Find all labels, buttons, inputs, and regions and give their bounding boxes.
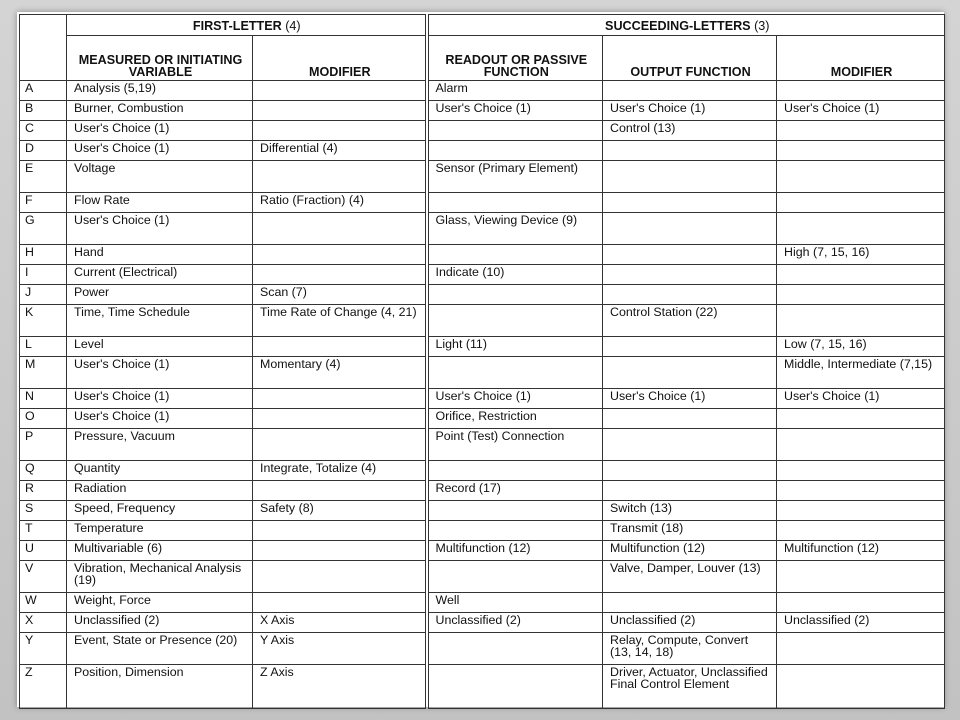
table-row <box>20 81 945 101</box>
output-function-cell: Driver, Actuator, Unclassified Final Control Element <box>603 665 777 709</box>
table-row <box>20 245 945 265</box>
readout-function-cell: Well <box>427 593 603 613</box>
succeeding-modifier-cell: User's Choice (1) <box>777 389 945 409</box>
letter-cell: B <box>20 101 67 121</box>
measured-variable-cell: User's Choice (1) <box>67 389 253 409</box>
readout-function-cell: Unclassified (2) <box>427 613 603 633</box>
succeeding-modifier-cell: Multifunction (12) <box>777 541 945 561</box>
first-modifier-cell <box>253 213 427 245</box>
readout-function-cell: Multifunction (12) <box>427 541 603 561</box>
measured-variable-cell: User's Choice (1) <box>67 213 253 245</box>
measured-variable-cell: Quantity <box>67 461 253 481</box>
succeeding-modifier-cell <box>777 665 945 709</box>
letter-cell: Z <box>20 665 67 709</box>
output-function-cell <box>603 265 777 285</box>
succeeding-modifier-cell <box>777 429 945 461</box>
measured-variable-cell: Current (Electrical) <box>67 265 253 285</box>
output-function-cell: Unclassified (2) <box>603 613 777 633</box>
succeeding-modifier-cell <box>777 481 945 501</box>
succeeding-modifier-cell <box>777 305 945 337</box>
output-function-cell: User's Choice (1) <box>603 101 777 121</box>
first-modifier-cell <box>253 265 427 285</box>
table-row <box>20 409 945 429</box>
measured-variable-cell: Time, Time Schedule <box>67 305 253 337</box>
table-row <box>20 357 945 389</box>
output-function-cell <box>603 213 777 245</box>
output-function-cell <box>603 161 777 193</box>
table-row <box>20 213 945 245</box>
readout-function-cell <box>427 193 603 213</box>
first-letter-header <box>67 15 427 36</box>
readout-function-cell: Indicate (10) <box>427 265 603 285</box>
first-modifier-cell: Differential (4) <box>253 141 427 161</box>
output-function-cell: Control Station (22) <box>603 305 777 337</box>
succeeding-modifier-cell: Low (7, 15, 16) <box>777 337 945 357</box>
succeeding-letters-ref: (3) <box>754 18 770 33</box>
letter-cell: S <box>20 501 67 521</box>
table-row <box>20 501 945 521</box>
table-row <box>20 613 945 633</box>
readout-function-cell: Alarm <box>427 81 603 101</box>
measured-variable-cell: Speed, Frequency <box>67 501 253 521</box>
readout-function-cell: Sensor (Primary Element) <box>427 161 603 193</box>
letter-cell: E <box>20 161 67 193</box>
first-modifier-cell <box>253 81 427 101</box>
table-row <box>20 481 945 501</box>
succeeding-modifier-cell <box>777 193 945 213</box>
letter-cell: Y <box>20 633 67 665</box>
letter-cell: U <box>20 541 67 561</box>
succeeding-modifier-cell <box>777 501 945 521</box>
table-row <box>20 265 945 285</box>
letter-header-cell <box>20 15 67 81</box>
readout-function-cell <box>427 461 603 481</box>
first-modifier-cell: Z Axis <box>253 665 427 709</box>
first-modifier-cell: Y Axis <box>253 633 427 665</box>
first-modifier-cell <box>253 409 427 429</box>
measured-variable-cell: Unclassified (2) <box>67 613 253 633</box>
output-function-cell <box>603 593 777 613</box>
first-modifier-cell: Ratio (Fraction) (4) <box>253 193 427 213</box>
first-letter-ref: (4) <box>285 18 301 33</box>
measured-variable-cell: Radiation <box>67 481 253 501</box>
measured-variable-cell: User's Choice (1) <box>67 357 253 389</box>
letter-cell: F <box>20 193 67 213</box>
output-function-header: OUTPUT FUNCTION <box>603 36 777 81</box>
letter-cell: I <box>20 265 67 285</box>
first-modifier-cell <box>253 389 427 409</box>
readout-function-cell <box>427 357 603 389</box>
first-modifier-cell: Momentary (4) <box>253 357 427 389</box>
readout-function-cell: Light (11) <box>427 337 603 357</box>
table-row <box>20 305 945 337</box>
output-function-cell <box>603 81 777 101</box>
output-function-cell <box>603 141 777 161</box>
measured-variable-cell: Vibration, Mechanical Analysis (19) <box>67 561 253 593</box>
succeeding-letters-header <box>427 15 945 36</box>
table-body <box>20 81 945 709</box>
measured-variable-cell: User's Choice (1) <box>67 121 253 141</box>
output-function-cell <box>603 481 777 501</box>
letter-cell: C <box>20 121 67 141</box>
measured-variable-cell: Analysis (5,19) <box>67 81 253 101</box>
letter-cell: D <box>20 141 67 161</box>
measured-variable-cell: Voltage <box>67 161 253 193</box>
readout-function-cell: Glass, Viewing Device (9) <box>427 213 603 245</box>
output-function-cell <box>603 357 777 389</box>
output-function-cell: Transmit (18) <box>603 521 777 541</box>
succeeding-letters-title: SUCCEEDING-LETTERS <box>605 18 751 33</box>
succeeding-modifier-cell <box>777 461 945 481</box>
letter-cell: M <box>20 357 67 389</box>
table-row <box>20 337 945 357</box>
measured-variable-cell: User's Choice (1) <box>67 409 253 429</box>
succeeding-modifier-cell <box>777 593 945 613</box>
readout-function-cell: Record (17) <box>427 481 603 501</box>
readout-function-cell <box>427 121 603 141</box>
measured-variable-cell: Burner, Combustion <box>67 101 253 121</box>
output-function-cell <box>603 429 777 461</box>
letter-cell: R <box>20 481 67 501</box>
succeeding-modifier-cell <box>777 285 945 305</box>
table-row <box>20 461 945 481</box>
first-modifier-cell <box>253 481 427 501</box>
output-function-cell: Valve, Damper, Louver (13) <box>603 561 777 593</box>
output-function-cell: User's Choice (1) <box>603 389 777 409</box>
letter-cell: L <box>20 337 67 357</box>
measured-variable-cell: Weight, Force <box>67 593 253 613</box>
measured-variable-cell: Position, Dimension <box>67 665 253 709</box>
table-row <box>20 521 945 541</box>
measured-variable-cell: Flow Rate <box>67 193 253 213</box>
table-row <box>20 593 945 613</box>
first-modifier-cell <box>253 561 427 593</box>
succeeding-modifier-cell <box>777 121 945 141</box>
succeeding-modifier-header: MODIFIER <box>777 36 945 81</box>
output-function-cell <box>603 245 777 265</box>
readout-function-cell <box>427 501 603 521</box>
succeeding-modifier-cell <box>777 521 945 541</box>
readout-function-header: READOUT OR PASSIVE FUNCTION <box>427 36 603 81</box>
table-row <box>20 285 945 305</box>
letter-cell: V <box>20 561 67 593</box>
table-row <box>20 389 945 409</box>
output-function-cell: Switch (13) <box>603 501 777 521</box>
readout-function-cell <box>427 633 603 665</box>
succeeding-modifier-cell <box>777 81 945 101</box>
output-function-cell <box>603 461 777 481</box>
succeeding-modifier-cell: High (7, 15, 16) <box>777 245 945 265</box>
table-row <box>20 429 945 461</box>
letter-cell: O <box>20 409 67 429</box>
first-modifier-cell <box>253 429 427 461</box>
readout-function-cell <box>427 561 603 593</box>
succeeding-modifier-cell <box>777 141 945 161</box>
output-function-cell <box>603 337 777 357</box>
succeeding-modifier-cell: Unclassified (2) <box>777 613 945 633</box>
measured-variable-cell: Hand <box>67 245 253 265</box>
measured-variable-cell: Event, State or Presence (20) <box>67 633 253 665</box>
output-function-cell: Multifunction (12) <box>603 541 777 561</box>
first-modifier-cell <box>253 521 427 541</box>
readout-function-cell <box>427 141 603 161</box>
table-row <box>20 633 945 665</box>
readout-function-cell <box>427 665 603 709</box>
readout-function-cell: User's Choice (1) <box>427 389 603 409</box>
readout-function-cell <box>427 245 603 265</box>
succeeding-modifier-cell: Middle, Intermediate (7,15) <box>777 357 945 389</box>
output-function-cell <box>603 409 777 429</box>
output-function-cell <box>603 285 777 305</box>
first-modifier-cell <box>253 161 427 193</box>
measured-variable-cell: Pressure, Vacuum <box>67 429 253 461</box>
succeeding-modifier-cell <box>777 265 945 285</box>
first-modifier-cell: Time Rate of Change (4, 21) <box>253 305 427 337</box>
readout-function-cell: Orifice, Restriction <box>427 409 603 429</box>
measured-variable-header: MEASURED OR INITIATING VARIABLE <box>67 36 253 81</box>
output-function-cell: Relay, Compute, Convert (13, 14, 18) <box>603 633 777 665</box>
letter-cell: Q <box>20 461 67 481</box>
first-modifier-cell <box>253 121 427 141</box>
first-modifier-cell <box>253 593 427 613</box>
succeeding-modifier-cell <box>777 561 945 593</box>
succeeding-modifier-cell <box>777 213 945 245</box>
first-modifier-cell <box>253 541 427 561</box>
readout-function-cell: Point (Test) Connection <box>427 429 603 461</box>
identification-letters-table <box>19 14 945 709</box>
first-modifier-header: MODIFIER <box>253 36 427 81</box>
readout-function-cell <box>427 305 603 337</box>
letter-cell: W <box>20 593 67 613</box>
first-letter-title: FIRST-LETTER <box>192 18 282 33</box>
letter-cell: K <box>20 305 67 337</box>
output-function-cell <box>603 193 777 213</box>
table-row <box>20 101 945 121</box>
measured-variable-cell: Multivariable (6) <box>67 541 253 561</box>
succeeding-modifier-cell <box>777 633 945 665</box>
letter-cell: A <box>20 81 67 101</box>
letter-cell: N <box>20 389 67 409</box>
measured-variable-cell: Power <box>67 285 253 305</box>
succeeding-modifier-cell <box>777 161 945 193</box>
first-modifier-cell: X Axis <box>253 613 427 633</box>
readout-function-cell: User's Choice (1) <box>427 101 603 121</box>
measured-variable-cell: User's Choice (1) <box>67 141 253 161</box>
succeeding-modifier-cell <box>777 409 945 429</box>
letter-cell: H <box>20 245 67 265</box>
readout-function-cell <box>427 521 603 541</box>
readout-function-cell <box>427 285 603 305</box>
table-row <box>20 121 945 141</box>
first-modifier-cell <box>253 337 427 357</box>
first-modifier-cell <box>253 245 427 265</box>
letter-cell: P <box>20 429 67 461</box>
table-row <box>20 541 945 561</box>
first-modifier-cell: Safety (8) <box>253 501 427 521</box>
first-modifier-cell: Integrate, Totalize (4) <box>253 461 427 481</box>
first-modifier-cell: Scan (7) <box>253 285 427 305</box>
document-page <box>17 12 944 707</box>
first-modifier-cell <box>253 101 427 121</box>
letter-cell: J <box>20 285 67 305</box>
measured-variable-cell: Temperature <box>67 521 253 541</box>
letter-cell: T <box>20 521 67 541</box>
letter-cell: X <box>20 613 67 633</box>
output-function-cell: Control (13) <box>603 121 777 141</box>
table-row <box>20 665 945 709</box>
table-row <box>20 193 945 213</box>
measured-variable-cell: Level <box>67 337 253 357</box>
table-row <box>20 141 945 161</box>
succeeding-modifier-cell: User's Choice (1) <box>777 101 945 121</box>
table-row <box>20 161 945 193</box>
table-row <box>20 561 945 593</box>
letter-cell: G <box>20 213 67 245</box>
